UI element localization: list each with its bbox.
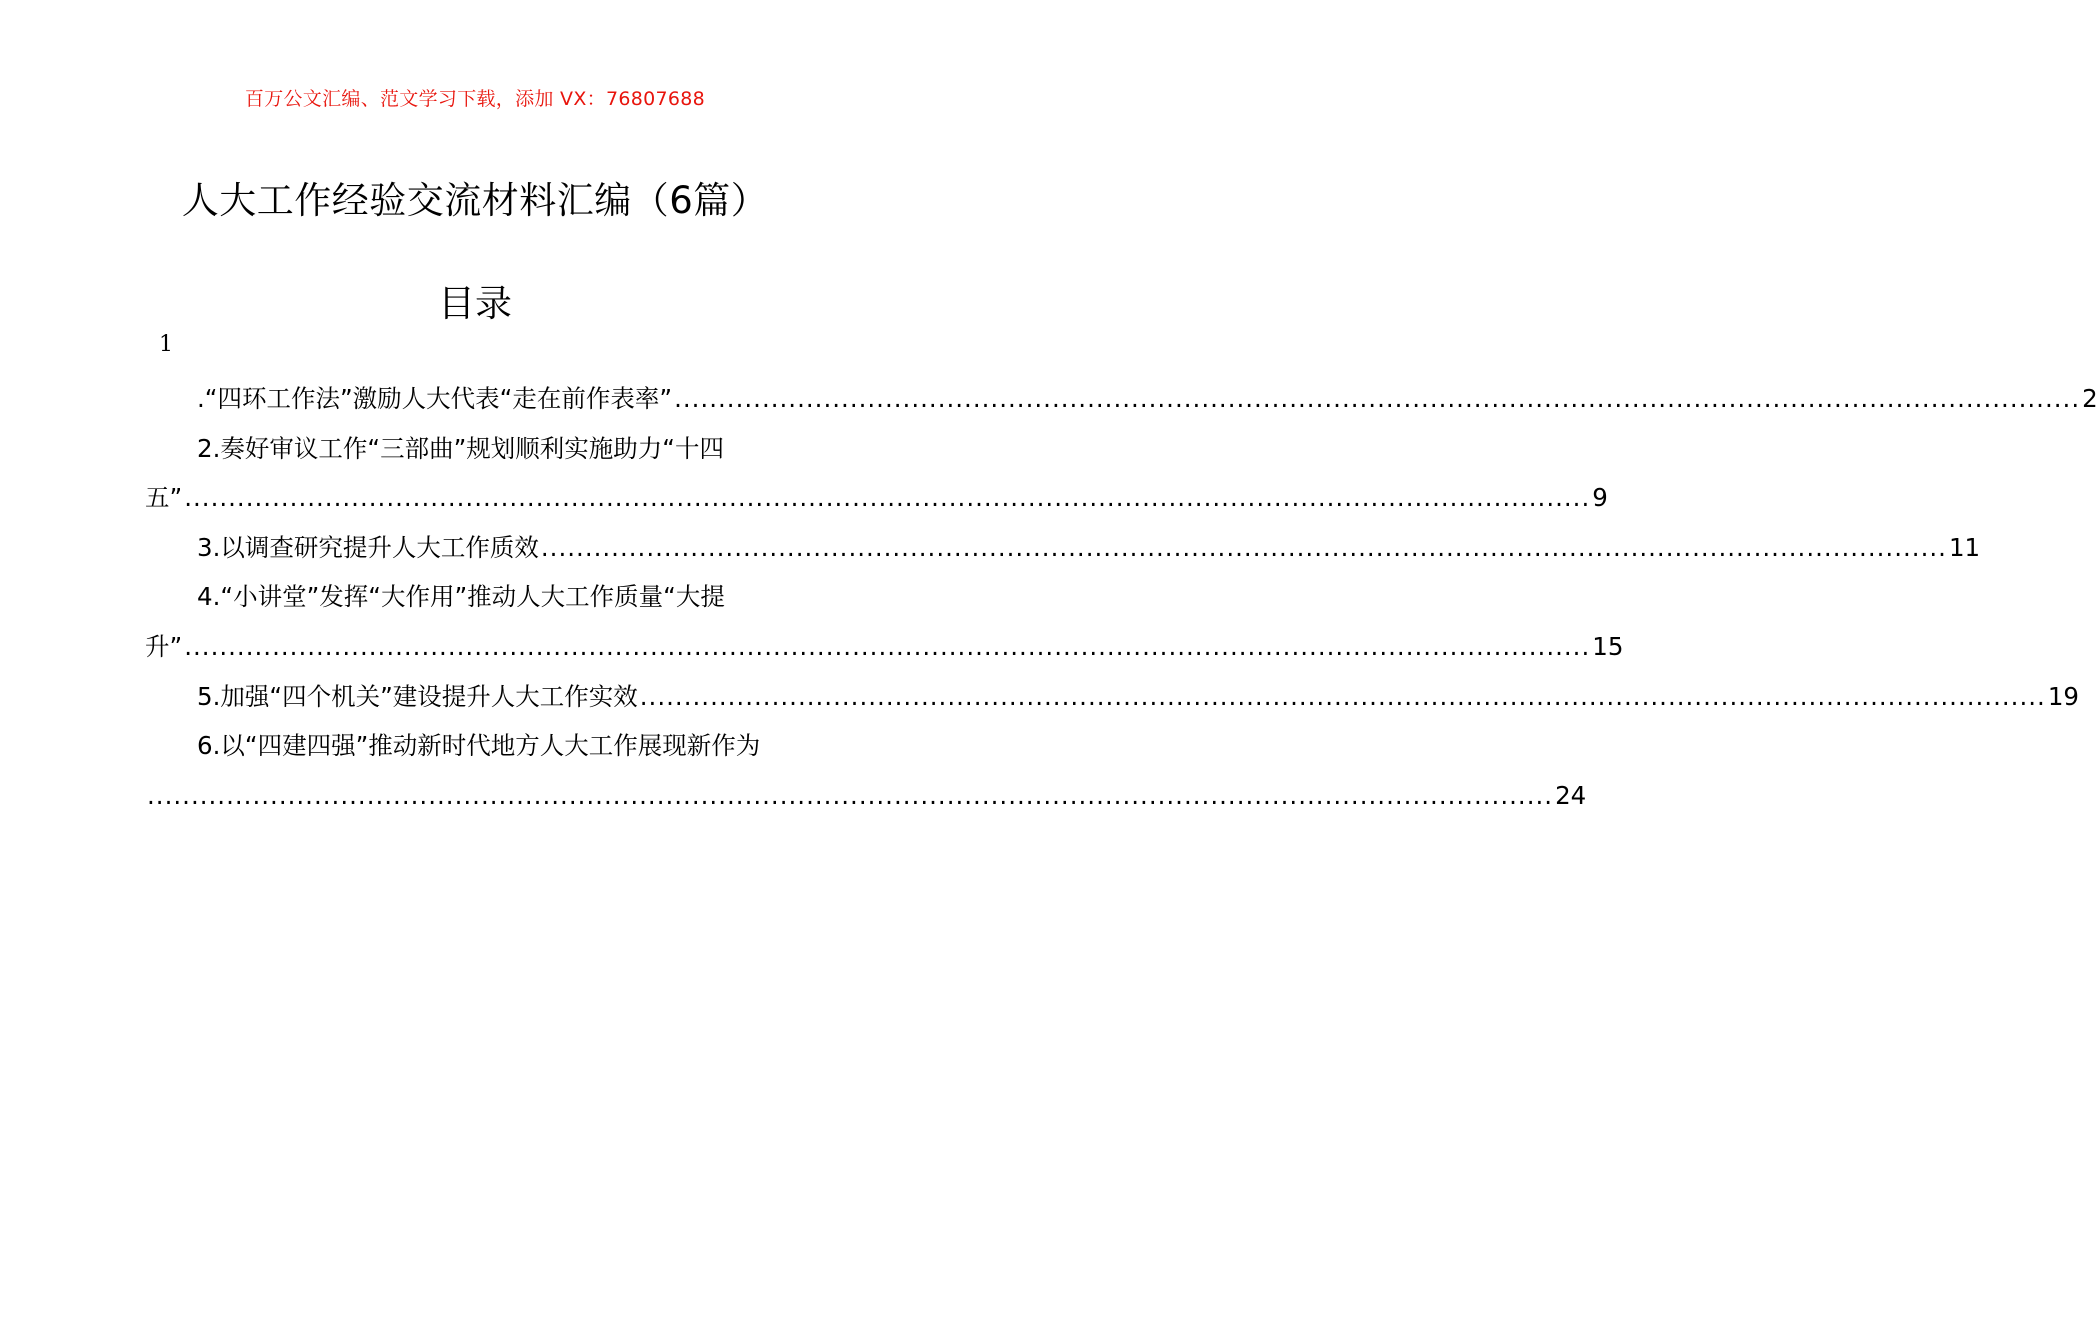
toc-entry-4-line-2[interactable]	[145, 622, 1624, 672]
page-number: 1	[159, 332, 173, 357]
toc-entry-2-text-line-2: 五”	[145, 483, 183, 513]
toc-entry-5-text: 5.加强“四个机关”建设提升人大工作实效	[197, 681, 638, 711]
dot-leader: ................................................................................................................................................................	[639, 681, 2046, 711]
toc-entry-5-page: 19	[2047, 681, 2080, 711]
toc-entry-2-line-1[interactable]	[145, 424, 805, 474]
dot-leader: ................................................................................................................................................................	[184, 631, 1591, 661]
header-note: 百万公文汇编、范文学习下载，添加 VX：76807688	[244, 88, 706, 110]
toc-entry-4-text-line-2: 升”	[145, 631, 183, 661]
toc-entry-3[interactable]	[145, 523, 1981, 573]
toc-entry-6-line-1[interactable]	[145, 721, 805, 771]
document-title: 人大工作经验交流材料汇编（6篇）	[181, 179, 769, 222]
toc-entry-6-line-2[interactable]	[145, 771, 1587, 821]
toc-entry-1-text: .“四环工作法”激励人大代表“走在前作表率”	[197, 384, 673, 413]
table-of-contents	[145, 374, 2098, 820]
toc-entry-2-text-line-1: 2.奏好审议工作“三部曲”规划顺利实施助力“十四	[197, 433, 724, 463]
dot-leader: ................................................................................................................................................................	[674, 384, 2081, 413]
toc-entry-6-text-line-1: 6.以“四建四强”推动新时代地方人大工作展现新作为	[197, 731, 761, 761]
toc-entry-4-line-1[interactable]	[145, 572, 805, 622]
toc-entry-2-line-2[interactable]	[145, 473, 1608, 523]
toc-entry-1-page: 2	[2082, 384, 2098, 413]
toc-entry-3-page: 11	[1948, 532, 1981, 562]
toc-heading: 目录	[438, 282, 512, 325]
toc-entry-4-text-line-1: 4.“小讲堂”发挥“大作用”推动人大工作质量“大提	[197, 582, 725, 612]
dot-leader: ................................................................................................................................................................	[147, 780, 1554, 810]
toc-entry-1[interactable]	[145, 374, 2098, 424]
toc-entry-2-page: 9	[1592, 483, 1608, 513]
toc-entry-5[interactable]	[145, 672, 2080, 722]
toc-entry-6-page: 24	[1555, 780, 1587, 810]
dot-leader: ................................................................................................................................................................	[184, 483, 1591, 513]
toc-entry-3-text: 3.以调查研究提升人大工作质效	[197, 532, 539, 562]
toc-entry-4-page: 15	[1592, 631, 1624, 661]
dot-leader: ................................................................................................................................................................	[540, 532, 1947, 562]
